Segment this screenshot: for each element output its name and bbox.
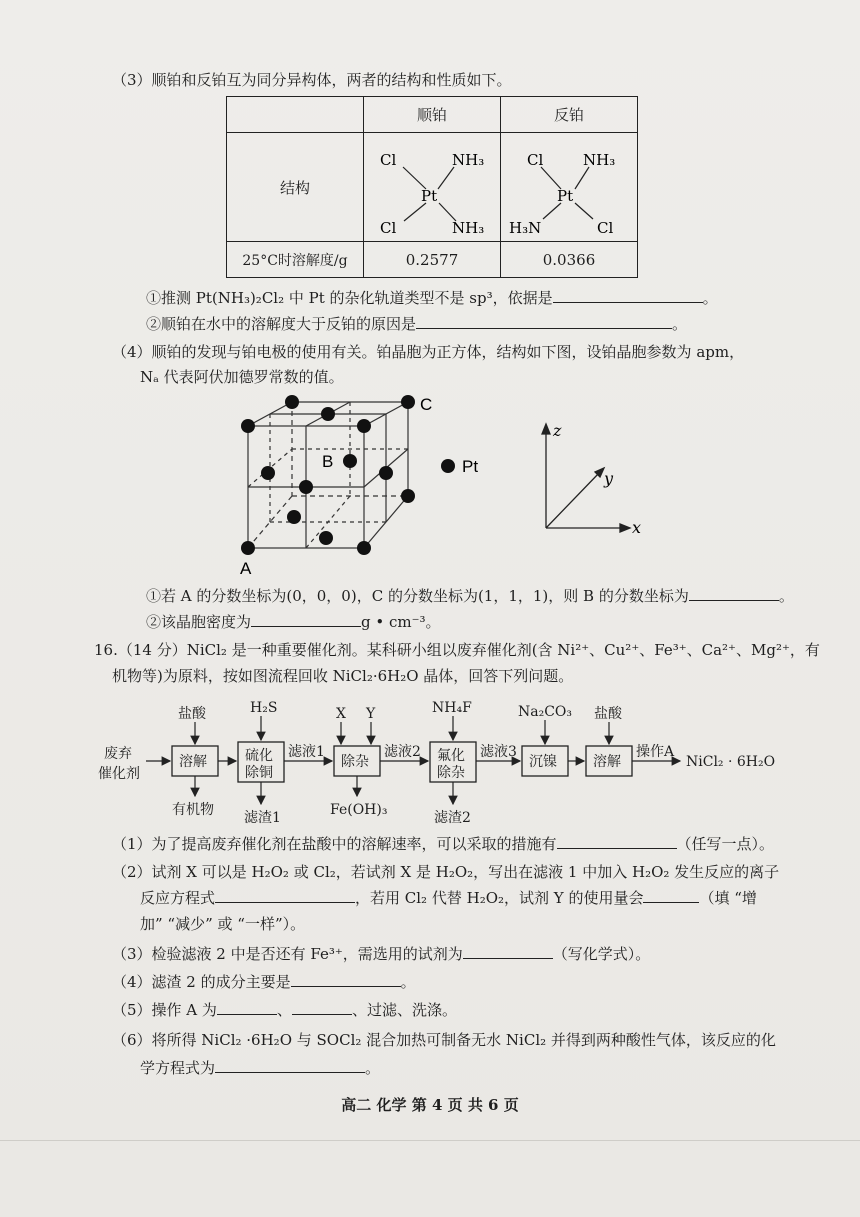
q15-3-2: ②顺铂在水中的溶解度大于反铂的原因是 。 [146,315,688,333]
row-structure-label: 结构 [227,133,364,242]
q15-4-2: ②该晶胞密度为 g • cm⁻³。 [146,613,441,631]
trans-h3n-bottom: H₃N [509,219,542,237]
q15-part4-intro-1: （4）顺铂的发现与铂电极的使用有关。铂晶胞为正方体，结构如下图，设铂晶胞参数为 apm， [112,343,745,361]
q15-part3-intro: （3）顺铂和反铂互为同分异构体，两者的结构和性质如下。 [112,71,512,89]
reagent-na2co3: Na₂CO₃ [518,704,573,720]
answer-blank[interactable] [215,888,355,903]
reagent-h2s: H₂S [250,700,278,716]
axis-z-label: z [553,421,562,440]
trans-cl-bottom: Cl [597,219,614,237]
legend-pt-label: Pt [462,457,479,476]
reagent-x: X [336,706,346,722]
trans-pt: Pt [557,187,574,205]
q16-1: （1）为了提高废弃催化剂在盐酸中的溶解速率，可以采取的措施有 （任写一点）。 [112,835,775,853]
filtrate-1: 滤液1 [288,744,325,760]
q16-6-line2: 学方程式为 。 [140,1059,381,1077]
row-solubility-label: 25°C时溶解度/g [227,242,364,278]
flow-box-cu-2: 除铜 [245,765,273,781]
label-c: C [420,395,433,414]
axis-y-label: y [604,469,614,488]
q16-3: （3）检验滤液 2 中是否还有 Fe³⁺，需选用的试剂为 （写化学式）。 [112,945,651,963]
out-feoh3: Fe(OH)₃ [330,802,388,818]
q16-intro-1: 16.（14 分）NiCl₂ 是一种重要催化剂。某科研小组以废弃催化剂(含 Ni²⁺、Cu²⁺、Fe³⁺、Ca²⁺、Mg²⁺，有 [94,641,820,659]
reagent-nh4f: NH₄F [432,700,472,716]
answer-blank[interactable] [643,888,699,903]
reagent-hcl-1: 盐酸 [178,706,206,722]
flow-box-f-2: 除杂 [437,765,465,781]
label-b: B [322,452,334,471]
operation-a: 操作A [636,744,675,760]
out-organic: 有机物 [172,802,214,818]
flow-product: NiCl₂ · 6H₂O [686,754,776,770]
axis-x-label: x [632,518,642,537]
q15-part4-intro-2: Nₐ 代表阿伏加德罗常数的值。 [140,368,344,386]
q16-2-line2: 反应方程式 ，若用 Cl₂ 代替 H₂O₂，试剂 Y 的使用量会 （填 “增 [140,889,757,907]
reagent-hcl-2: 盐酸 [594,706,622,722]
cis-cl-top: Cl [380,151,397,169]
q16-intro-2: 机物等)为原料，按如图流程回收 NiCl₂·6H₂O 晶体，回答下列问题。 [112,667,574,685]
flow-box-impurity-label: 除杂 [341,754,369,770]
out-residue-1: 滤渣1 [244,810,281,826]
filtrate-3: 滤液3 [480,744,517,760]
scan-edge [0,1140,860,1141]
q16-2-line3: 加” “减少” 或 “一样”）。 [140,915,306,933]
cis-pt: Pt [421,187,438,205]
q15-3-1: ①推测 Pt(NH₃)₂Cl₂ 中 Pt 的杂化轨道类型不是 sp³，依据是 。 [146,289,718,307]
reagent-y: Y [366,706,376,722]
flow-box-ni-label: 沉镍 [529,754,557,770]
label-a: A [240,559,252,578]
q16-6-line1: （6）将所得 NiCl₂ ·6H₂O 与 SOCl₂ 混合加热可制备无水 NiCl₂ 并得到两种酸性气体，该反应的化 [112,1031,776,1049]
answer-blank[interactable] [292,1000,352,1015]
q16-5: （5）操作 A 为 、 、过滤、洗涤。 [112,1001,457,1019]
flow-box-f-1: 氟化 [437,748,465,764]
filtrate-2: 滤液2 [384,744,421,760]
flow-box-dissolve-label: 溶解 [179,754,207,770]
q15-4-1: ①若 A 的分数坐标为(0，0，0)，C 的分数坐标为(1，1，1)，则 B 的分数坐标为 。 [146,587,794,605]
header-cis: 顺铂 [364,97,501,133]
trans-cl-top: Cl [527,151,544,169]
flow-start-2: 催化剂 [98,766,140,782]
trans-solubility: 0.0366 [501,242,638,278]
cis-nh3-top: NH₃ [452,151,485,169]
out-residue-2: 滤渣2 [434,810,471,826]
answer-blank[interactable] [463,944,553,959]
cis-solubility: 0.2577 [364,242,501,278]
answer-blank[interactable] [215,1058,365,1073]
answer-blank[interactable] [291,972,401,987]
flow-box-dissolve-2-label: 溶解 [593,754,621,770]
header-trans: 反铂 [501,97,638,133]
q16-2-line1: （2）试剂 X 可以是 H₂O₂ 或 Cl₂，若试剂 X 是 H₂O₂，写出在滤液 1 中加入 H₂O₂ 发生反应的离子 [112,863,780,881]
answer-blank[interactable] [217,1000,277,1015]
q16-4: （4）滤渣 2 的成分主要是 。 [112,973,416,991]
trans-nh3-top: NH₃ [583,151,616,169]
cis-cl-bottom: Cl [380,219,397,237]
answer-blank[interactable] [557,834,677,849]
page-footer: 高二 化学 第 4 页 共 6 页 [341,1096,519,1114]
cis-nh3-bottom: NH₃ [452,219,485,237]
flow-box-cu-1: 硫化 [245,748,273,764]
flow-start-1: 废弃 [104,746,132,762]
